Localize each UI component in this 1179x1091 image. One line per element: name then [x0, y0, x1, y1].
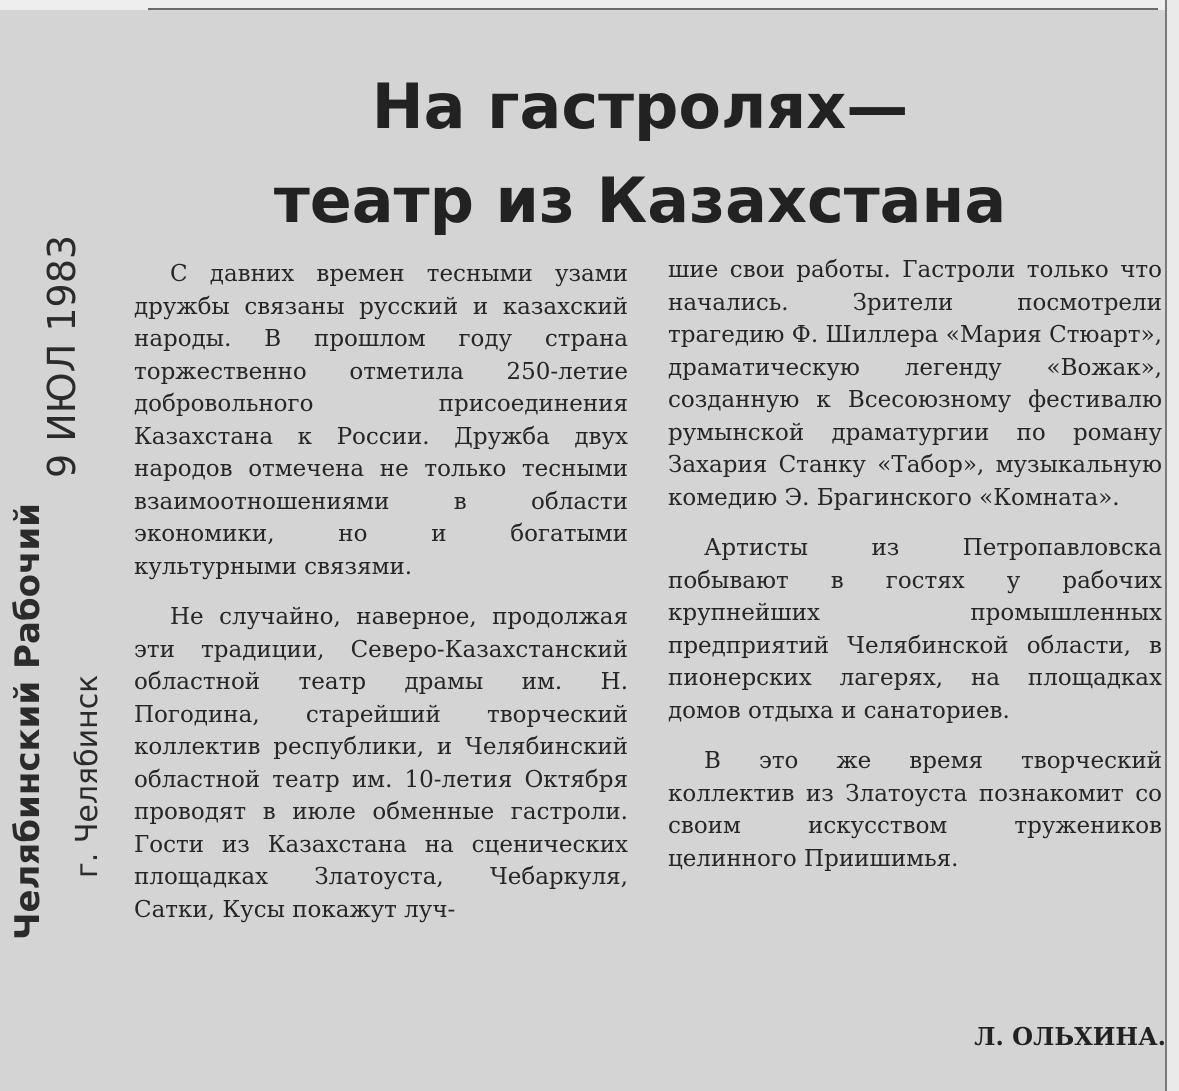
- stamp-date: 9 ИЮЛ 1983: [40, 234, 84, 478]
- clipping-top-rule: [148, 8, 1158, 10]
- article-paragraph: Артисты из Петропавловска побывают в гостях у рабочих крупнейших промышленных предприятий Челябинской области, в пионерских лагерях, на площадках домов отдыха и санаториев.: [668, 535, 1162, 724]
- author-byline: Л. ОЛЬХИНА.: [974, 1022, 1166, 1051]
- stamp-city: г. Челябинск: [70, 674, 105, 878]
- article-paragraph: Не случайно, наверное, продолжая эти традиции, Северо-Казахстанский областной театр драмы им. Н. Погодина, старейший творческий коллектив республики, и Челябинский областной театр им. 10-летия Октября проводят в июле обменные гастроли. Гости из Казахстана на сценических площадках Златоуста, Чебаркуля, Сатки, Кусы покажут луч-: [134, 604, 628, 923]
- article-paragraph: В это же время творческий коллектив из Златоуста познакомит со своим искусством тружеников целинного Приишимья.: [668, 748, 1162, 872]
- clipping-right-edge: [1165, 0, 1179, 1091]
- article-paragraph: С давних времен тесными узами дружбы связаны русский и казахский народы. В прошлом году страна торжественно отметила 250-летие добровольного присоединения Казахстана к России. Дружба двух народов отмечена не только тесными взаимоотношениями в области экономики, но и богатыми культурными связями.: [134, 261, 628, 580]
- article-column-right: [668, 254, 1162, 875]
- headline-line-2: театр из Казахстана: [273, 164, 1007, 237]
- article-column-left: [134, 258, 628, 926]
- headline-line-1: На гастролях—: [371, 70, 909, 143]
- stamp-newspaper-name: Челябинский Рабочий: [8, 503, 48, 940]
- clipping-right-rule: [1165, 0, 1167, 1091]
- article-paragraph: шие свои работы. Гастроли только что начались. Зрители посмотрели трагедию Ф. Шиллера «Мария Стюарт», драматическую легенду «Вожак», созданную к Всесоюзному фестивалю румынской драматургии по роману Захария Станку «Табор», музыкальную комедию Э. Брагинского «Комната».: [668, 257, 1162, 511]
